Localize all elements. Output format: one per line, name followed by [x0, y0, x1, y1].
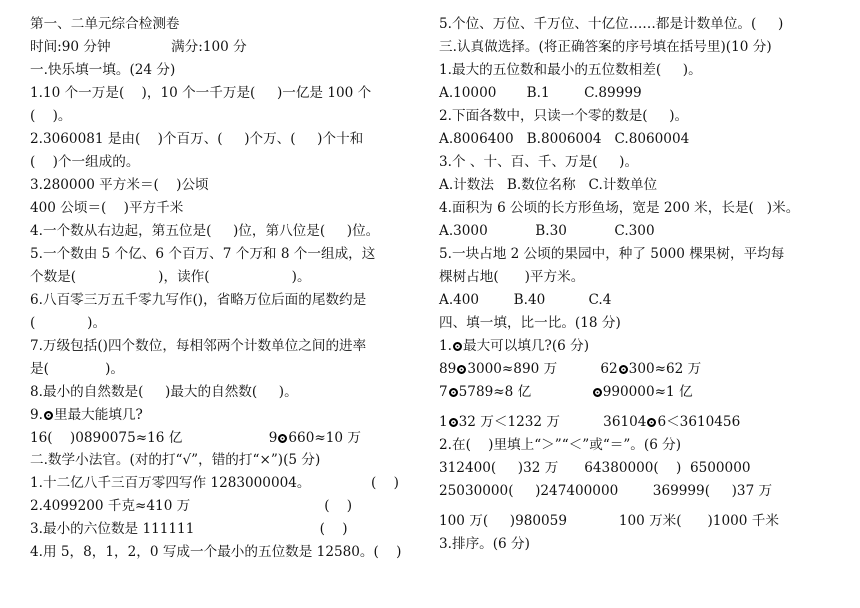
right-line-10: A.3000 B.30 C.300 — [439, 223, 655, 239]
left-line-1: 第一、二单元综合检测卷 — [30, 16, 180, 32]
right-line-11: 5.一块占地 2 公顷的果园中，种了 5000 棵果树，平均每 — [439, 246, 785, 262]
left-line-15: 7.万级包括()四个数位，每相邻两个计数单位之间的进率 — [30, 338, 367, 354]
right-line-4: A.10000 B.1 C.89999 — [439, 85, 642, 101]
right-line-20: 312400( )32 万 64380000( ) 6500000 — [439, 460, 751, 476]
left-line-20: 二.数学小法官。(对的打“√”，错的打“×”)(5 分) — [30, 452, 321, 468]
right-column — [439, 0, 854, 608]
left-line-7: ( )个一组成的。 — [30, 154, 140, 170]
left-line-9: 400 公顷＝( )平方千米 — [30, 200, 184, 216]
left-line-8: 3.280000 平方米＝( )公顷 — [30, 177, 209, 193]
left-line-21: 1.十二亿八千三百万零四写作 1283000004。 ( ) — [30, 475, 399, 491]
left-line-2: 时间:90 分钟 满分:100 分 — [30, 39, 247, 55]
right-line-1: 5.个位、万位、千万位、十亿位……都是计数单位。( ) — [439, 16, 784, 32]
right-line-12: 棵树占地( )平方米。 — [439, 269, 585, 285]
left-line-22: 2.4099200 千克≈410 万 ( ) — [30, 498, 353, 514]
right-line-13: A.400 B.40 C.4 — [439, 292, 612, 308]
circle-dot-icon — [449, 418, 458, 427]
circle-dot-icon — [647, 418, 656, 427]
left-line-5: ( )。 — [30, 108, 72, 124]
circle-dot-icon — [449, 388, 458, 397]
right-line-14: 四、填一填，比一比。(18 分) — [439, 315, 621, 331]
right-line-19: 2.在( )里填上“＞”“＜”或“＝”。(6 分) — [439, 437, 682, 453]
circle-dot-icon — [44, 411, 53, 420]
left-line-23: 3.最小的六位数是 111111 ( ) — [30, 521, 348, 537]
right-line-6: A.8006400 B.8006004 C.8060004 — [439, 131, 690, 147]
left-line-12: 个数是( )，读作( )。 — [30, 269, 311, 285]
right-line-5: 2.下面各数中，只读一个零的数是( )。 — [439, 108, 689, 124]
left-line-10: 4.一个数从右边起，第五位是( )位，第八位是( )位。 — [30, 223, 380, 239]
right-line-23: 3.排序。(6 分) — [439, 536, 530, 552]
left-line-19: 16( )0890075≈16 亿 9 660≈10 万 — [30, 430, 361, 446]
right-line-16: 89 3000≈890 万 62 300≈62 万 — [439, 361, 702, 377]
left-line-16: 是( )。 — [30, 361, 124, 377]
right-line-3: 1.最大的五位数和最小的五位数相差( )。 — [439, 62, 702, 78]
right-line-2: 三.认真做选择。(将正确答案的序号填在括号里)(10 分) — [439, 39, 772, 55]
right-line-22: 100 万( )980059 100 万米( )1000 千米 — [439, 513, 779, 529]
circle-dot-icon — [278, 434, 287, 443]
circle-dot-icon — [453, 342, 462, 351]
right-line-17: 7 5789≈8 亿 990000≈1 亿 — [439, 384, 693, 400]
circle-dot-icon — [593, 388, 602, 397]
left-line-3: 一.快乐填一填。(24 分) — [30, 62, 176, 78]
right-line-15: 1. 最大可以填几?(6 分) — [439, 338, 590, 354]
right-line-18: 1 32 万＜1232 万 36104 6＜3610456 — [439, 414, 741, 430]
left-line-13: 6.八百零三万五千零九写作()，省略万位后面的尾数约是 — [30, 292, 367, 308]
right-line-9: 4.面积为 6 公顷的长方形鱼场，宽是 200 米，长是( )米。 — [439, 200, 800, 216]
left-line-18: 9. 里最大能填几? — [30, 407, 143, 423]
left-line-17: 8.最小的自然数是( )最大的自然数( )。 — [30, 384, 298, 400]
right-line-8: A.计数法 B.数位名称 C.计数单位 — [439, 177, 658, 193]
right-line-21: 25030000( )247400000 369999( )37 万 — [439, 483, 773, 499]
left-line-4: 1.10 个一万是( )，10 个一千万是( )一亿是 100 个 — [30, 85, 372, 101]
left-line-6: 2.3060081 是由( )个百万、( )个万、( )个十和 — [30, 131, 364, 147]
left-line-14: ( )。 — [30, 315, 107, 331]
circle-dot-icon — [457, 365, 466, 374]
left-column — [30, 0, 430, 608]
right-line-7: 3.个 、十、百、千、万是( )。 — [439, 154, 639, 170]
circle-dot-icon — [619, 365, 628, 374]
left-line-24: 4.用 5，8，1，2，0 写成一个最小的五位数是 12580。( ) — [30, 544, 402, 560]
left-line-11: 5.一个数由 5 个亿、6 个百万、7 个万和 8 个一组成，这 — [30, 246, 376, 262]
